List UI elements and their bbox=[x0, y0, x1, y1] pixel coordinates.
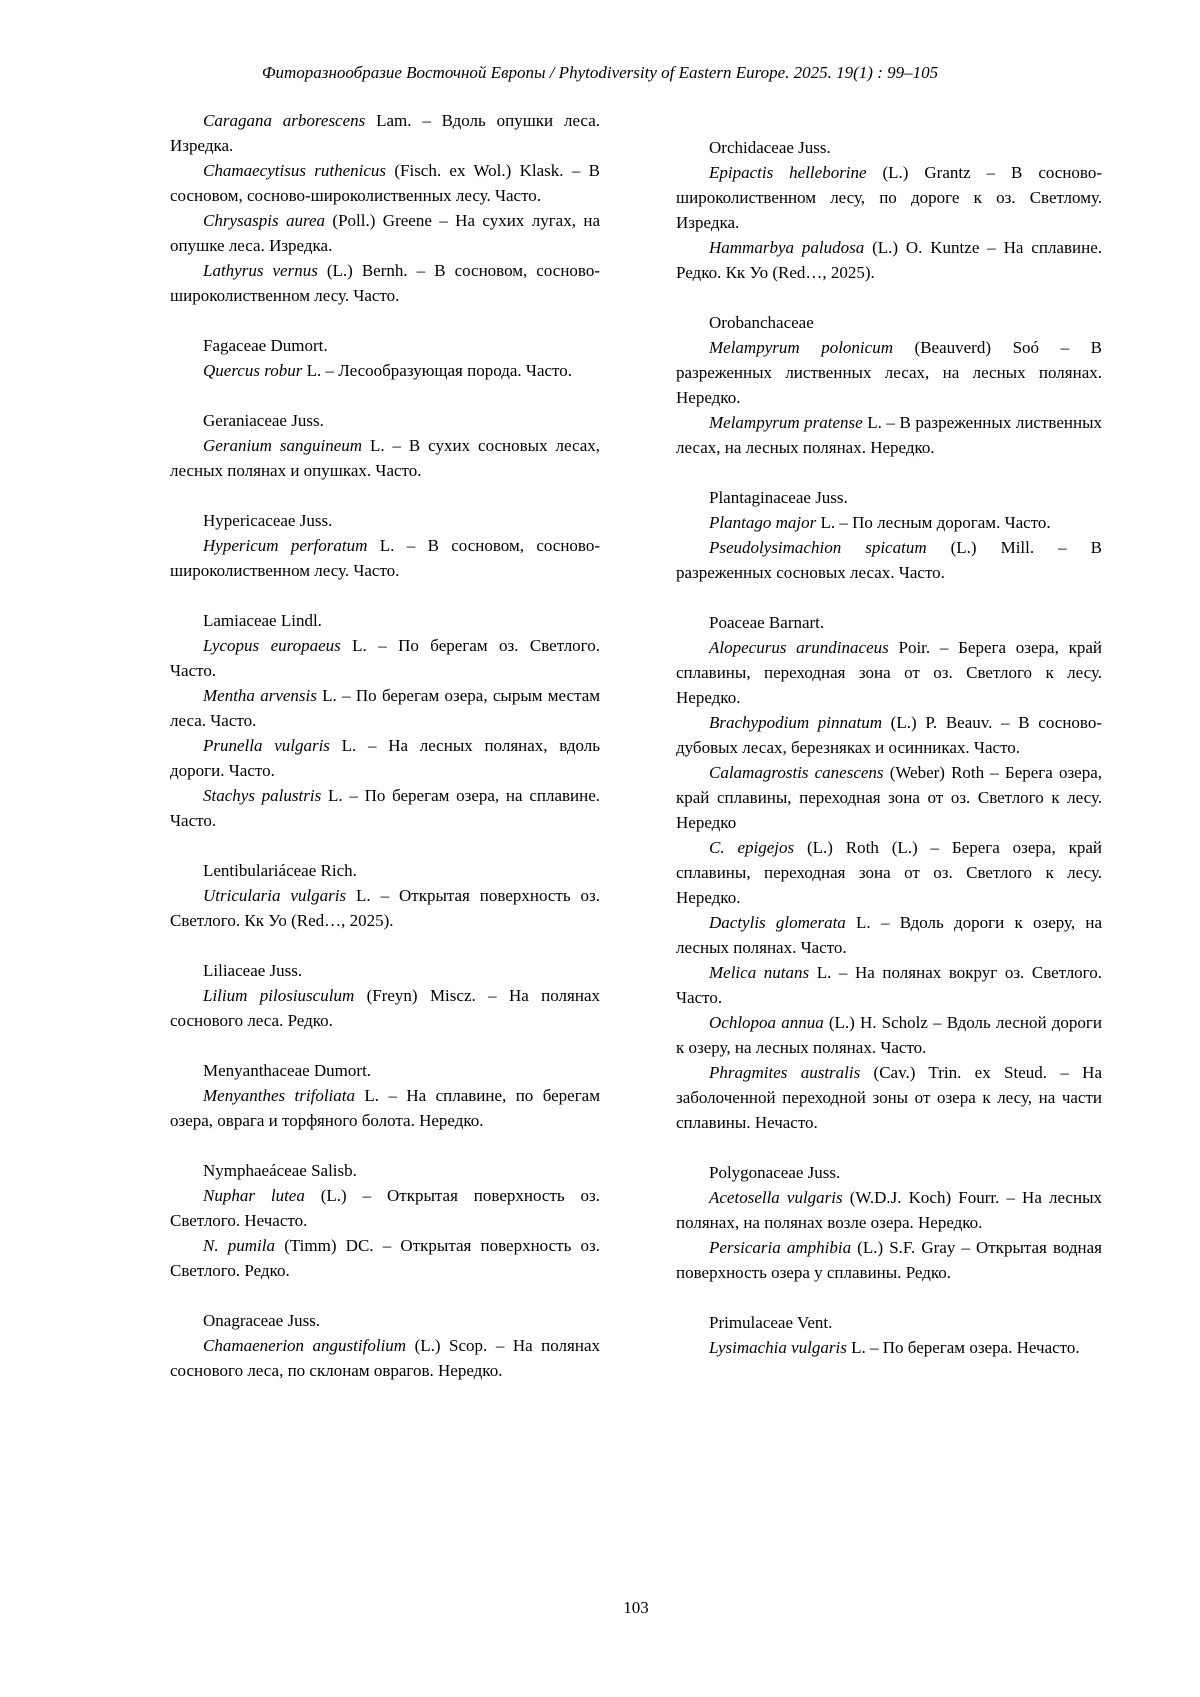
species-name: Lycopus europaeus bbox=[203, 636, 341, 655]
family-heading: Liliaceae Juss. bbox=[203, 961, 303, 980]
species-entry bbox=[676, 410, 1102, 460]
family-section bbox=[170, 408, 600, 483]
family-section bbox=[676, 310, 1102, 460]
left-column bbox=[170, 108, 600, 1383]
species-name: Dactylis glomerata bbox=[709, 913, 846, 932]
species-name: Quercus robur bbox=[203, 361, 303, 380]
family-section bbox=[170, 1158, 600, 1283]
species-entry bbox=[676, 510, 1102, 535]
species-description: (W.D.J. Koch) Fourr. – На лесных полянах, на полянах возле озера. Нередко. bbox=[676, 1188, 1102, 1232]
species-name: Menyanthes trifoliata bbox=[203, 1086, 355, 1105]
species-entry bbox=[170, 533, 600, 583]
species-name: Chrysaspis aurea bbox=[203, 211, 326, 230]
species-description: L. – В сосновом, сосново-широколиственном лесу. Часто. bbox=[170, 536, 600, 580]
species-entry bbox=[170, 1233, 600, 1283]
species-name: Melampyrum pratense bbox=[709, 413, 863, 432]
family-heading: Orobanchaceae bbox=[709, 313, 814, 332]
species-name: Lysimachia vulgaris bbox=[709, 1338, 847, 1357]
species-description: L. – По лесным дорогам. Часто. bbox=[816, 513, 1051, 532]
family-heading: Poaceae Barnart. bbox=[709, 613, 825, 632]
species-name: Calamagrostis canescens bbox=[709, 763, 884, 782]
species-entry bbox=[170, 1183, 600, 1233]
species-entry bbox=[170, 733, 600, 783]
family-section bbox=[170, 333, 600, 383]
species-entry bbox=[170, 983, 600, 1033]
species-name: Caragana arborescens bbox=[203, 111, 366, 130]
species-description: L. – В разреженных лиственных лесах, на лесных полянах. Нередко. bbox=[676, 413, 1102, 457]
species-entry bbox=[170, 1333, 600, 1383]
species-entry bbox=[676, 1335, 1102, 1360]
family-section bbox=[170, 958, 600, 1033]
species-description: (Cav.) Trin. ex Steud. – На заболоченной переходной зоны от озера к лесу, на части сплавины. Нечасто. bbox=[676, 1063, 1102, 1132]
species-name: Chamaecytisus ruthenicus bbox=[203, 161, 387, 180]
right-column bbox=[676, 108, 1102, 1383]
species-name: Geranium sanguineum bbox=[203, 436, 363, 455]
species-entry bbox=[170, 633, 600, 683]
species-description: (L.) Mill. – В разреженных сосновых лесах. Часто. bbox=[676, 538, 1102, 582]
species-name: Utricularia vulgaris bbox=[203, 886, 347, 905]
species-description: Poir. – Берега озера, край сплавины, переходная зона от оз. Светлого к лесу. Нередко. bbox=[676, 638, 1102, 707]
species-description: (Weber) Roth – Берега озера, край сплавины, переходная зона от оз. Светлого к лесу. Нередко bbox=[676, 763, 1102, 832]
species-entry bbox=[676, 960, 1102, 1010]
species-name: Phragmites australis bbox=[709, 1063, 861, 1082]
family-heading: Hypericaceae Juss. bbox=[203, 511, 333, 530]
species-description: (L.) Scop. – На полянах соснового леса, по склонам оврагов. Нередко. bbox=[170, 1336, 600, 1380]
species-description: (L.) H. Scholz – Вдоль лесной дороги к озеру, на лесных полянах. Часто. bbox=[676, 1013, 1102, 1057]
species-name: Chamaenerion angustifolium bbox=[203, 1336, 407, 1355]
species-entry bbox=[676, 1060, 1102, 1135]
species-entry bbox=[676, 710, 1102, 760]
species-entry bbox=[676, 760, 1102, 835]
species-description: Lam. – Вдоль опушки леса. Изредка. bbox=[170, 111, 600, 155]
species-entry bbox=[676, 910, 1102, 960]
species-entry bbox=[170, 783, 600, 833]
species-description: L. – По берегам оз. Светлого. Часто. bbox=[170, 636, 600, 680]
species-name: Alopecurus arundinaceus bbox=[709, 638, 889, 657]
species-description: (Poll.) Greene – На сухих лугах, на опушке леса. Изредка. bbox=[170, 211, 601, 255]
species-entry bbox=[676, 160, 1102, 235]
species-description: L. – Открытая поверхность оз. Светлого. Кк Уо (Red…, 2025). bbox=[170, 886, 600, 930]
family-section bbox=[676, 135, 1102, 285]
family-heading: Orchidaceae Juss. bbox=[709, 138, 831, 157]
species-description: L. – На сплавине, по берегам озера, оврага и торфяного болота. Нередко. bbox=[170, 1086, 600, 1130]
species-description: (L.) S.F. Gray – Открытая водная поверхность озера у сплавины. Редко. bbox=[676, 1238, 1102, 1282]
species-entry bbox=[676, 835, 1102, 910]
species-name: Plantago major bbox=[709, 513, 817, 532]
species-entry bbox=[170, 883, 600, 933]
species-name: Nuphar lutea bbox=[203, 1186, 305, 1205]
species-description: L. – В сухих сосновых лесах, лесных полянах и опушках. Часто. bbox=[170, 436, 601, 480]
species-description: (Fisch. ex Wol.) Klask. – В сосновом, сосново-широколиственных лесу. Часто. bbox=[170, 161, 601, 205]
species-entry bbox=[170, 683, 600, 733]
species-name: Hammarbya paludosa bbox=[709, 238, 865, 257]
species-name: Melampyrum polonicum bbox=[709, 338, 893, 357]
species-description: L. – По берегам озера, на сплавине. Часто. bbox=[170, 786, 601, 830]
species-name: Pseudolysimachion spicatum bbox=[709, 538, 927, 557]
family-heading: Onagraceae Juss. bbox=[203, 1311, 321, 1330]
species-entry bbox=[676, 1185, 1102, 1235]
family-heading: Nymphaeáceae Salisb. bbox=[203, 1161, 357, 1180]
species-description: (L.) Bernh. – В сосновом, сосново- широколиственном лесу. Часто. bbox=[170, 261, 600, 305]
family-section bbox=[170, 858, 600, 933]
family-heading: Polygonaceae Juss. bbox=[709, 1163, 841, 1182]
family-section bbox=[676, 1310, 1102, 1360]
page-number: 103 bbox=[623, 1598, 649, 1617]
species-name: Hypericum perforatum bbox=[203, 536, 368, 555]
species-description: L. – По берегам озера. Нечасто. bbox=[846, 1338, 1080, 1357]
species-entry bbox=[676, 1010, 1102, 1060]
species-description: L. – Вдоль дороги к озеру, на лесных полянах. Часто. bbox=[676, 913, 1102, 957]
species-description: (Timm) DC. – Открытая поверхность оз. Светлого. Редко. bbox=[170, 1236, 600, 1280]
species-entry bbox=[676, 1235, 1102, 1285]
family-section bbox=[170, 1058, 600, 1133]
family-heading: Lamiaceae Lindl. bbox=[203, 611, 322, 630]
family-heading: Lentibulariáceae Rich. bbox=[203, 861, 357, 880]
species-entry bbox=[170, 433, 600, 483]
species-description: (Freyn) Miscz. – На полянах соснового леса. Редко. bbox=[170, 986, 600, 1030]
species-entry bbox=[170, 208, 600, 258]
species-description: L. – На лесных полянах, вдоль дороги. Часто. bbox=[170, 736, 601, 780]
species-entry bbox=[170, 108, 600, 158]
species-name: C. epigejos bbox=[709, 838, 795, 857]
family-section bbox=[170, 608, 600, 833]
species-name: Prunella vulgaris bbox=[203, 736, 330, 755]
species-entry bbox=[676, 535, 1102, 585]
species-name: Epipactis helleborine bbox=[709, 163, 867, 182]
family-heading: Fagaceae Dumort. bbox=[203, 336, 328, 355]
species-description: L. – На полянах вокруг оз. Светлого. Часто. bbox=[676, 963, 1102, 1007]
family-heading: Menyanthaceae Dumort. bbox=[203, 1061, 372, 1080]
species-description: L. – Лесообразующая порода. Часто. bbox=[302, 361, 572, 380]
species-description: (L.) – Открытая поверхность оз. Светлого. Нечасто. bbox=[170, 1186, 600, 1230]
species-entry bbox=[170, 158, 600, 208]
species-description: L. – По берегам озера, сырым местам леса. Часто. bbox=[170, 686, 601, 730]
page-content bbox=[170, 108, 1102, 1383]
family-section bbox=[170, 1308, 600, 1383]
family-heading: Geraniaceae Juss. bbox=[203, 411, 324, 430]
species-description: (L.) Roth (L.) – Берега озера, край сплавины, переходная зона от оз. Светлого к лесу. Нередко. bbox=[676, 838, 1102, 907]
species-description: (L.) P. Beauv. – В сосново-дубовых лесах, березняках и осинниках. Часто. bbox=[676, 713, 1102, 757]
species-entry bbox=[170, 358, 600, 383]
journal-header: Фиторазнообразие Восточной Европы / Phytodiversity of Eastern Europe. 2025. 19(1) : 99–105 bbox=[261, 63, 939, 82]
species-name: Mentha arvensis bbox=[203, 686, 317, 705]
species-name: Acetosella vulgaris bbox=[709, 1188, 843, 1207]
family-section bbox=[676, 485, 1102, 585]
species-name: Melica nutans bbox=[709, 963, 810, 982]
species-entry bbox=[170, 1083, 600, 1133]
family-section bbox=[676, 610, 1102, 1135]
species-description: (Beauverd) Soó – В разреженных лиственных лесах, на лесных полянах. Нередко. bbox=[676, 338, 1102, 407]
species-name: Brachypodium pinnatum bbox=[709, 713, 882, 732]
species-name: Lathyrus vernus bbox=[203, 261, 318, 280]
species-name: Stachys palustris bbox=[203, 786, 322, 805]
species-description: (L.) Grantz – В сосново-широколиственном лесу, по дороге к оз. Светлому. Изредка. bbox=[676, 163, 1102, 232]
family-heading: Plantaginaceae Juss. bbox=[709, 488, 848, 507]
family-heading: Primulaceae Vent. bbox=[709, 1313, 833, 1332]
family-section bbox=[170, 108, 600, 308]
family-section bbox=[676, 1160, 1102, 1285]
species-name: N. pumila bbox=[203, 1236, 276, 1255]
species-entry bbox=[676, 235, 1102, 285]
species-description: (L.) O. Kuntze – На сплавине. Редко. Кк Уо (Red…, 2025). bbox=[676, 238, 1102, 282]
species-entry bbox=[170, 258, 600, 308]
species-entry bbox=[676, 635, 1102, 710]
species-name: Lilium pilosiusculum bbox=[203, 986, 355, 1005]
family-section bbox=[170, 508, 600, 583]
species-name: Ochlopoa annua bbox=[709, 1013, 824, 1032]
species-name: Persicaria amphibia bbox=[709, 1238, 852, 1257]
species-entry bbox=[676, 335, 1102, 410]
